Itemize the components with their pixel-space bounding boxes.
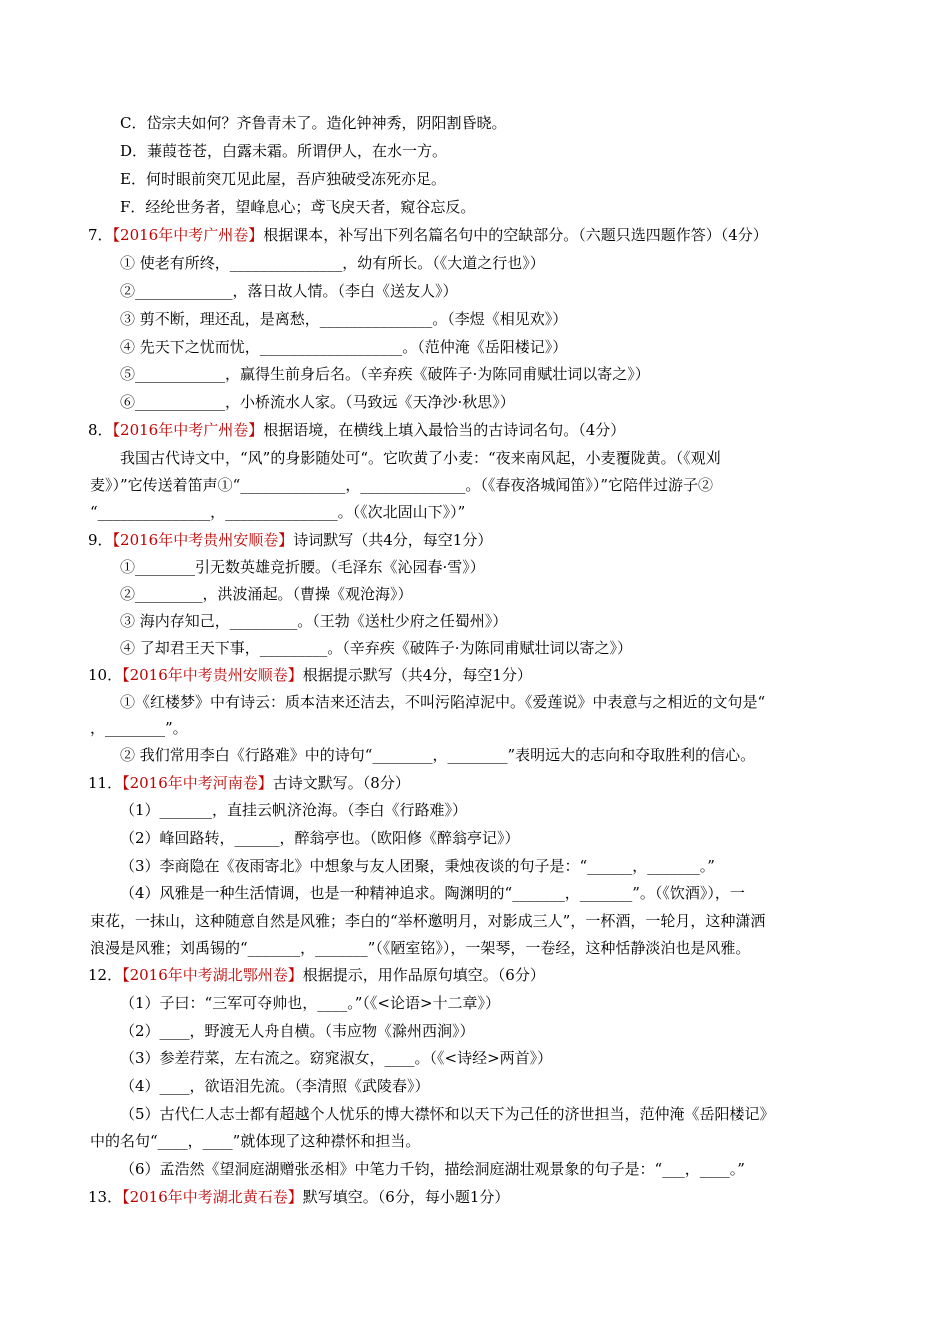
q12-line-7: （6）孟浩然《望洞庭湖赠张丞相》中笔力千钧，描绘洞庭湖壮观景象的句子是：“___，____。” [120, 1160, 745, 1178]
question-12-heading [88, 965, 545, 985]
q8-line-1: 我国古代诗文中，“风”的身影随处可“。它吹黄了小麦：“夜来南风起，小麦覆陇黄。（《观刈 [120, 449, 721, 467]
q12-line-6: 中的名句“____，____”就体现了这种襟怀和担当。 [90, 1132, 421, 1150]
q9-item-4: ④ 了却君王天下事，_________。（辛弃疾《破阵子·为陈同甫赋壮词以寄之》） [120, 639, 633, 657]
q11-line-4: （4）风雅是一种生活情调，也是一种精神追求。陶渊明的“_______，_______”。（《饮酒》），一 [120, 884, 745, 902]
q8-line-2: 麦》）”它传送着笛声①“______________，______________。（《春夜洛城闻笛》）”它陪伴过游子② [90, 476, 714, 494]
question-10-heading [88, 665, 532, 685]
source-tag: 【2016年中考广州卷】 [112, 226, 264, 244]
question-7-heading [88, 225, 768, 245]
q9-item-1: ①________引无数英雄竞折腰。（毛泽东《沁园春·雪》） [120, 558, 485, 576]
question-8-heading [88, 420, 625, 440]
q9-item-3: ③ 海内存知己，_________。（王勃《送杜少府之任蜀州》） [120, 612, 508, 630]
q12-line-4: （4）____，欲语泪先流。（李清照《武陵春》） [120, 1077, 430, 1095]
question-number: 13． [88, 1188, 123, 1206]
question-number: 7． [88, 226, 113, 244]
source-tag: 【2016年中考贵州安顺卷】 [122, 666, 303, 684]
q9-item-2: ②_________，洪波涌起。（曹操《观沧海》） [120, 585, 413, 603]
question-stem: 根据提示默写（共4分，每空1分） [302, 666, 532, 684]
q7-item-2: ②_____________，落日故人情。（李白《送友人》） [120, 282, 458, 300]
q12-line-2: （2）____，野渡无人舟自横。（韦应物《滁州西涧》） [120, 1022, 475, 1040]
question-number: 10． [88, 666, 123, 684]
q10-line-1: ①《红楼梦》中有诗云：质本洁来还洁去，不叫污陷淖泥中。《爱莲说》中表意与之相近的文句是“ [120, 693, 766, 711]
source-tag: 【2016年中考湖北黄石卷】 [122, 1188, 303, 1206]
question-stem: 古诗文默写。（8分） [272, 774, 410, 792]
option-d: D．蒹葭苍苍，白露未霜。所谓伊人，在水一方。 [120, 142, 448, 160]
question-stem: 根据语境，在横线上填入最恰当的古诗词名句。（4分） [263, 421, 626, 439]
q7-item-4: ④ 先天下之忧而忧，___________________。（范仲淹《岳阳楼记》） [120, 338, 568, 356]
q8-line-3: “_______________，_______________。（《次北固山下》）” [90, 503, 466, 521]
q10-line-2: ，________”。 [90, 719, 188, 737]
question-number: 9． [88, 531, 113, 549]
q7-item-1: ① 使老有所终，_______________，幼有所长。（《大道之行也》） [120, 254, 545, 272]
q11-line-2: （2）峰回路转，______，醉翁亭也。（欧阳修《醉翁亭记》） [120, 829, 520, 847]
question-stem: 诗词默写（共4分，每空1分） [293, 531, 493, 549]
question-stem: 根据提示，用作品原句填空。（6分） [302, 966, 545, 984]
option-e: E．何时眼前突兀见此屋，吾庐独破受冻死亦足。 [120, 170, 446, 188]
q11-line-6: 浪漫是风雅；刘禹锡的“_______，_______”（《陋室铭》），一架琴，一卷经，这种恬静淡泊也是风雅。 [90, 939, 751, 957]
q12-line-3: （3）参差荇菜，左右流之。窈窕淑女，____。（《<诗经>两首》） [120, 1049, 553, 1067]
option-c: C．岱宗夫如何？齐鲁青未了。造化钟神秀，阴阳割昏晓。 [120, 114, 507, 132]
question-number: 12． [88, 966, 123, 984]
source-tag: 【2016年中考河南卷】 [122, 774, 273, 792]
question-stem: 默写填空。（6分，每小题1分） [302, 1188, 510, 1206]
q11-line-1: （1）_______，直挂云帆济沧海。（李白《行路难》） [120, 801, 468, 819]
question-9-heading [88, 530, 492, 550]
q7-item-3: ③ 剪不断，理还乱，是离愁，_______________。（李煜《相见欢》） [120, 310, 568, 328]
q12-line-5: （5）古代仁人志士都有超越个人忧乐的博大襟怀和以天下为己任的济世担当，范仲淹《岳阳楼记》 [120, 1105, 775, 1123]
source-tag: 【2016年中考湖北鄂州卷】 [122, 966, 303, 984]
question-13-heading [88, 1187, 509, 1207]
question-11-heading [88, 773, 410, 793]
question-stem: 根据课本，补写出下列名篇名句中的空缺部分。（六题只选四题作答）（4分） [263, 226, 768, 244]
q7-item-6: ⑥____________，小桥流水人家。（马致远《天净沙·秋思》） [120, 393, 515, 411]
option-f: F．经纶世务者，望峰息心；鸢飞戾天者，窥谷忘反。 [120, 198, 476, 216]
q11-line-5: 束花，一抹山，这种随意自然是风雅；李白的“举杯邀明月，对影成三人”，一杯酒，一轮月，这种潇洒 [90, 912, 766, 930]
source-tag: 【2016年中考贵州安顺卷】 [112, 531, 294, 549]
q10-line-3: ② 我们常用李白《行路难》中的诗句“________，________”表明远大的志向和夺取胜利的信心。 [120, 746, 756, 764]
q7-item-5: ⑤____________，赢得生前身后名。（辛弃疾《破阵子·为陈同甫赋壮词以寄之》） [120, 365, 650, 383]
q12-line-1: （1）子曰：“三军可夺帅也，____。”（《<论语>十二章》） [120, 994, 501, 1012]
question-number: 11． [88, 774, 123, 792]
q11-line-3: （3）李商隐在《夜雨寄北》中想象与友人团聚，秉烛夜谈的句子是：“______，_______。” [120, 857, 715, 875]
question-number: 8． [88, 421, 113, 439]
source-tag: 【2016年中考广州卷】 [112, 421, 264, 439]
